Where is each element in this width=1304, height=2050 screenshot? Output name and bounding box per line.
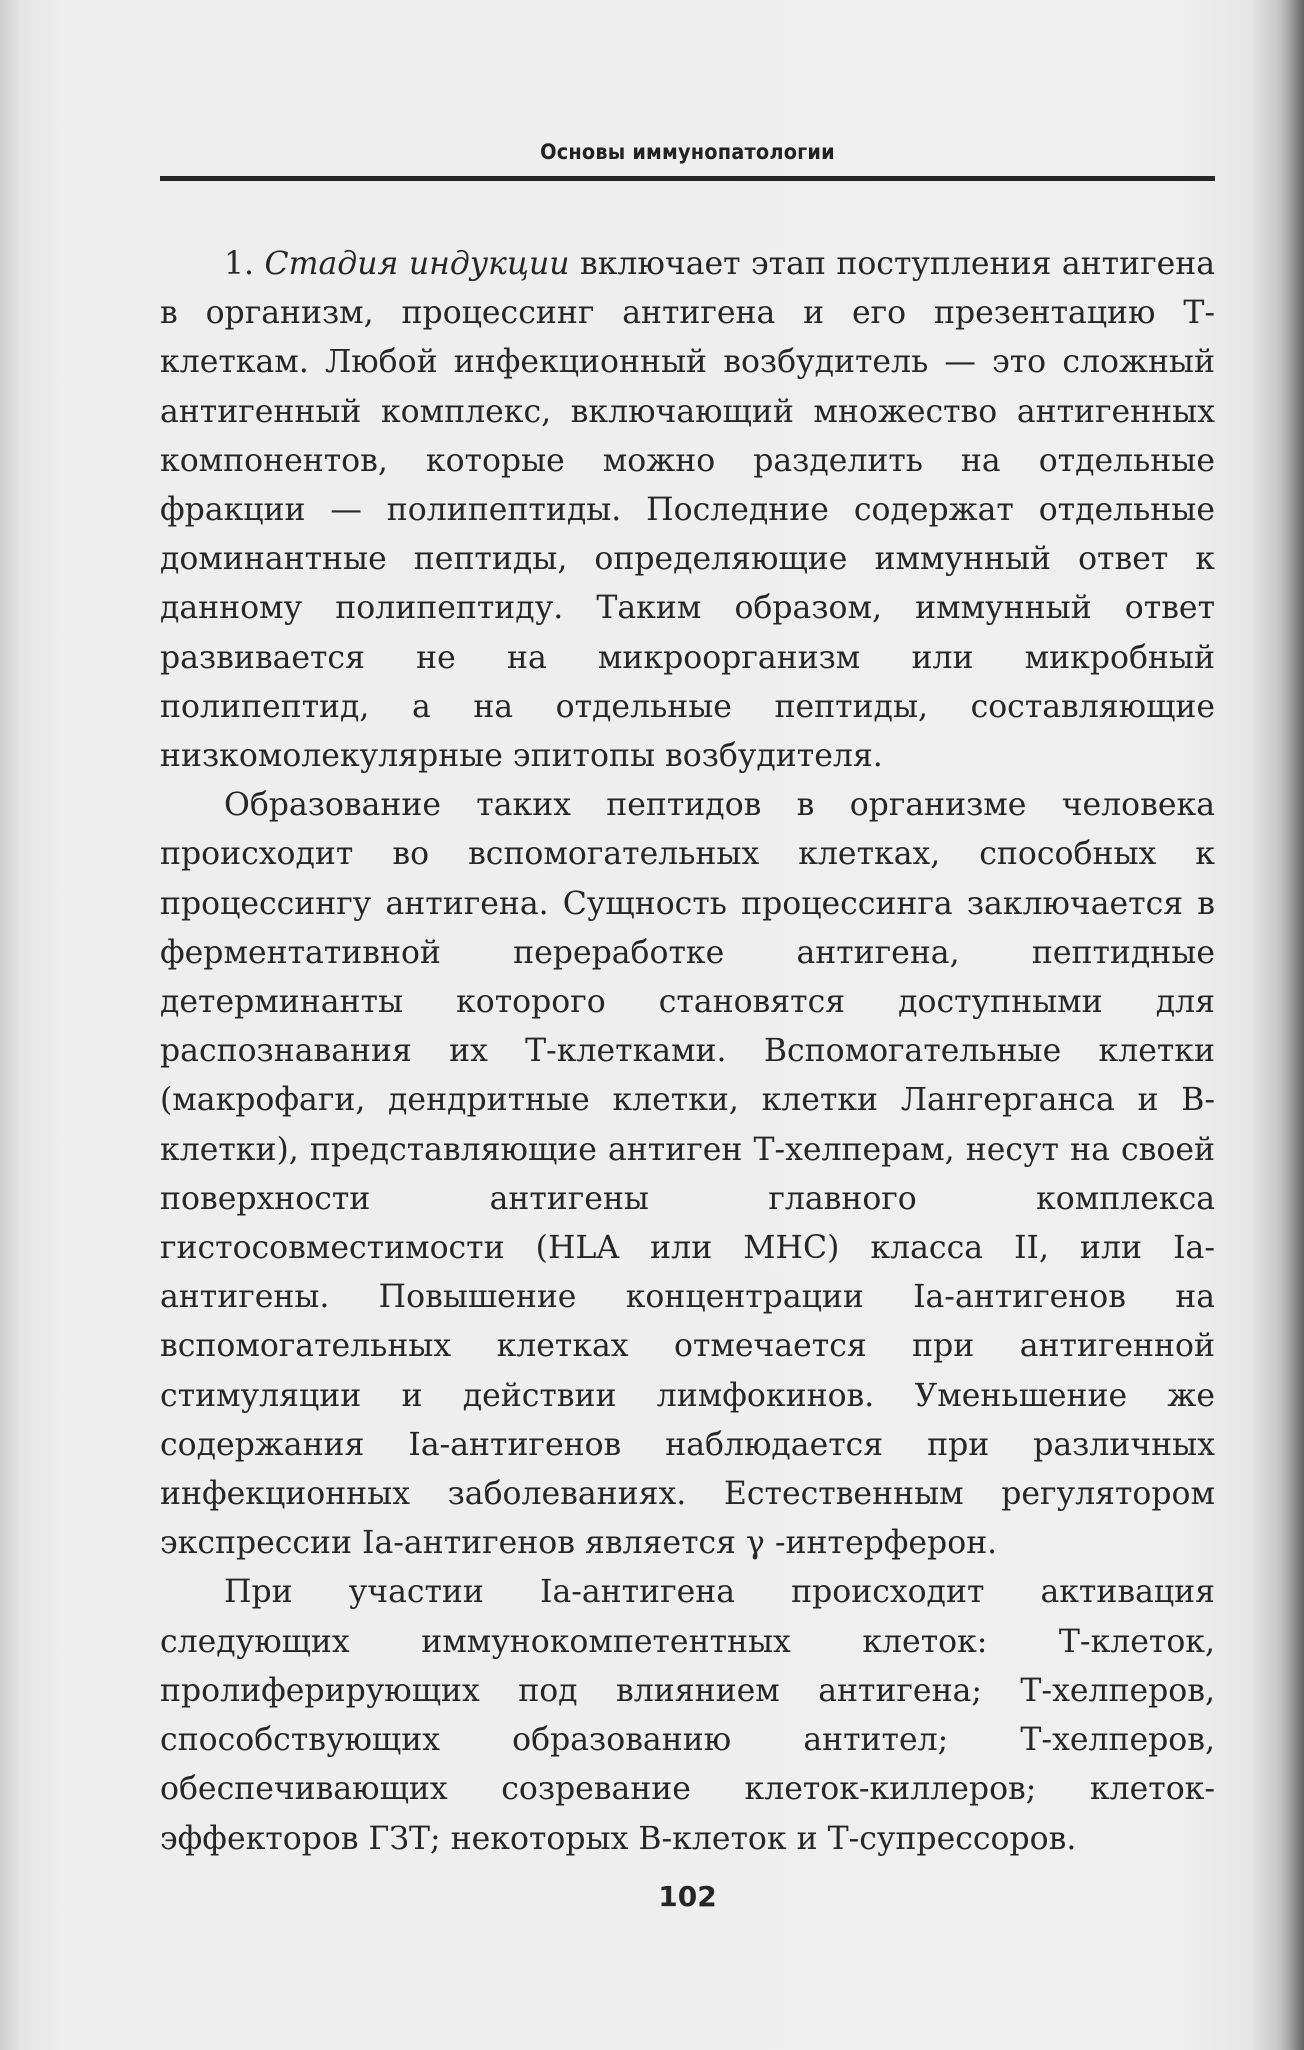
paragraph-1-term: Стадия индукции [264,246,570,282]
header-rule [160,176,1215,181]
page-number: 102 [658,1880,717,1913]
page-edge-shadow [1278,0,1304,2050]
paragraph-3: При участии Ia-антигена происходит активация следующих иммунокомпетентных клеток: Т-клеток, пролиферирующих под влиянием антигена; Т-хелперов, способствующих образованию антител; Т-хелперов, обеспечивающих созревание клеток-киллеров; клеток-эффекторов ГЗТ; некоторых В-клеток и Т-супрессоров. [160,1574,1215,1857]
paragraph-1 [160,240,1215,781]
paragraph-1-text: включает этап поступления антигена в организм, процессинг антигена и его презентацию Т-клеткам. Любой инфекционный возбудитель — это сложный антигенный комплекс, включающий множество антигенных компонентов, которые можно разделить на отдельные фракции — полипептиды. Последние содержат отдельные доминантные пептиды, определяющие иммунный ответ к данному полипептиду. Таким образом, иммунный ответ развивается не на микроорганизм или микробный полипептид, а на отдельные пептиды, составляющие низкомолекулярные эпитопы возбудителя. [160,246,1216,775]
paragraph-2: Образование таких пептидов в организме человека происходит во вспомогательных клетках, способных к процессингу антигена. Сущность процессинга заключается в ферментативной переработке антигена, пептидные детерминанты которого становятся доступными для распознавания их Т-клетками. Вспомогательные клетки (макрофаги, дендритные клетки, клетки Лангерганса и В-клетки), представляющие антиген Т-хелперам, несут на своей поверхности антигены главного комплекса гистосовместимости (HLA или MHC) класса II, или Ia-антигены. Повышение концентрации Ia-антигенов на вспомогательных клетках отмечается при антигенной стимуляции и действии лимфокинов. Уменьшение же содержания Ia-антигенов наблюдается при различных инфекционных заболеваниях. Естественным регулятором экспрессии Ia-антигенов является γ -интерферон. [160,787,1215,1562]
running-title: Основы иммунопатологии [540,140,835,164]
paragraph-1-number: 1. [224,246,255,282]
body-text [160,240,1215,1864]
